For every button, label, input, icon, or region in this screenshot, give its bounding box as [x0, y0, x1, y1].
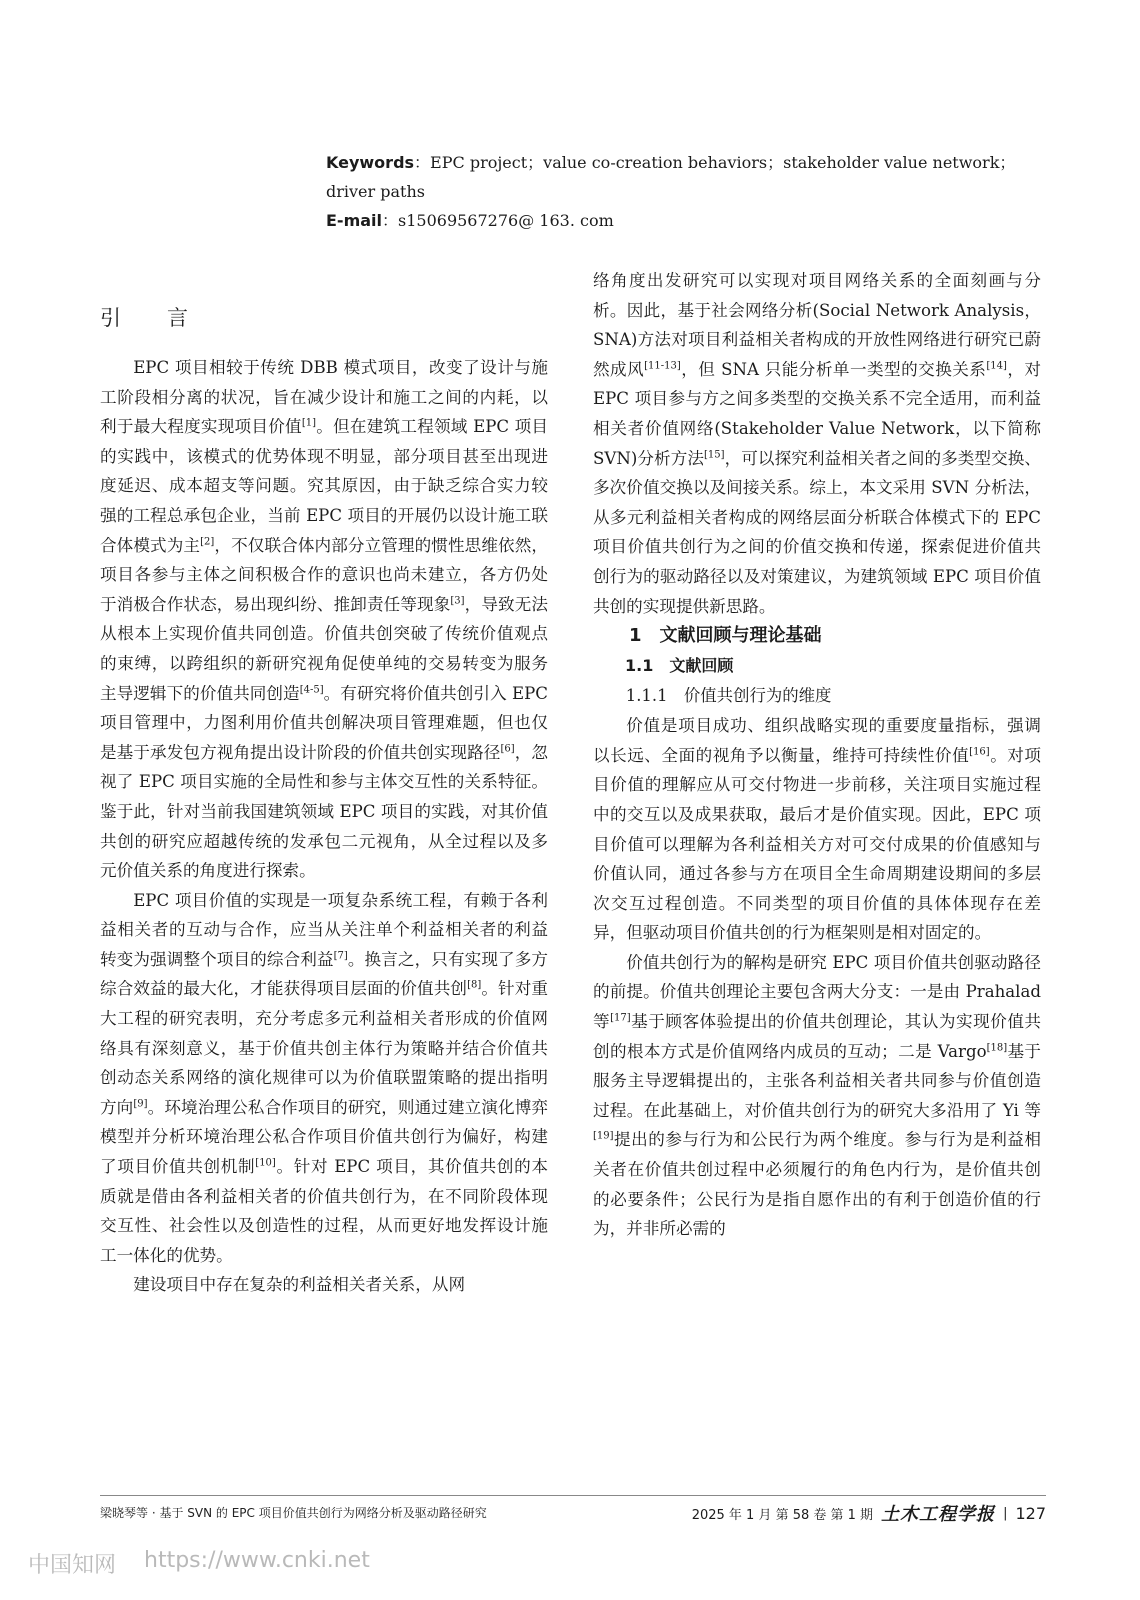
- email-label: E-mail: [326, 211, 383, 230]
- citation: [15]: [704, 449, 725, 461]
- keywords-line: [326, 148, 1046, 206]
- citation: [8]: [467, 979, 482, 991]
- text-run: 。针对 EPC 项目，其价值共创的本质就是借由各利益相关者的价值共创行为，在不同阶段体现交互性、社会性以及创造性的过程，从而更好地发挥设计施工一体化的优势。: [100, 1157, 548, 1265]
- right-column: [593, 266, 1041, 1244]
- citation: [6]: [500, 743, 515, 755]
- footer-right: [692, 1500, 1046, 1526]
- cnki-watermark: [28, 1548, 370, 1579]
- paragraph: [593, 948, 1041, 1244]
- citation: [3]: [450, 595, 465, 607]
- text-run: 基于服务主导逻辑提出的，主张各利益相关者共同参与价值创造过程。在此基础上，对价值共创行为的研究大多沿用了 Yi 等: [593, 1041, 1042, 1120]
- section-heading: 1 文献回顾与理论基础: [629, 625, 822, 647]
- paragraph: 建设项目中存在复杂的利益相关者关系，从网: [133, 1275, 466, 1295]
- text-run: ，对 EPC 项目参与方之间多类型的交换关系不完全适用，而利益相关者价值网络(Stakeholder Value Network，以下简称 SVN)分析方法: [593, 359, 1042, 468]
- keywords-label: Keywords: [326, 153, 415, 172]
- paragraph: [593, 266, 1041, 621]
- text-run: 。针对重大工程的研究表明，充分考虑多元利益相关者形成的价值网络具有深刻意义，基于价值共创主体行为策略并结合价值共创动态关系网络的演化规律可以为价值联盟策略的提出指明方向: [100, 979, 549, 1117]
- footer-divider: [100, 1495, 1046, 1496]
- citation: [9]: [133, 1098, 148, 1110]
- subsection-heading: 1.1 文献回顾: [625, 656, 734, 676]
- subsubsection-heading: 1.1.1 价值共创行为的维度: [625, 686, 832, 706]
- text-run: 络角度出发研究可以实现对项目网络关系的全面刻画与分析。因此，基于社会网络分析(Social Network Analysis，SNA)方法对项目利益相关者构成的开放性网络进行研究已蔚然成风: [593, 271, 1041, 379]
- text-run: 价值共创行为的解构是研究 EPC 项目价值共创驱动路径的前提。价值共创理论主要包含两大分支：一是由 Prahalad 等: [593, 952, 1041, 1032]
- paragraph: [100, 353, 548, 886]
- keywords-block: [326, 148, 1046, 235]
- text-run: ，可以探究利益相关者之间的多类型交换、多次价值交换以及间接关系。综上，本文采用 SVN 分析法，从多元利益相关者构成的网络层面分析联合体模式下的 EPC 项目价值共创行为之间的价值交换和传递，探索促进价值共创行为的驱动路径以及对策建议，为建筑领域 EPC 项目价值共创的实现提供新思路。: [593, 448, 1041, 616]
- text-run: 。换言之，只有实现了多方综合效益的最大化，才能获得项目层面的价值共创: [100, 949, 549, 999]
- page-number: 127: [1015, 1503, 1046, 1523]
- citation: [4-5]: [299, 684, 324, 695]
- citation: [10]: [255, 1157, 276, 1169]
- text-run: 。环境治理公私合作项目的研究，则通过建立演化博弈模型并分析环境治理公私合作项目价值共创行为偏好，构建了项目价值共创机制: [100, 1097, 549, 1177]
- email-text: ：s15069567276@ 163. com: [382, 211, 614, 230]
- running-title: 梁晓琴等 · 基于 SVN 的 EPC 项目价值共创行为网络分析及驱动路径研究: [100, 1506, 487, 1520]
- text-run: 。对项目价值的理解应从可交付物进一步前移，关注项目实施过程中的交互以及成果获取，最后才是价值实现。因此，EPC 项目价值可以理解为各利益相关方对可交付成果的价值感知与价值认同，通过各参与方在项目全生命周期建设期间的多层次交互过程创造。不同类型的项目价值的具体体现存在差异，但驱动项目价值共创的行为框架则是相对固定的。: [593, 745, 1041, 943]
- text-run: 。有研究将价值共创引入 EPC 项目管理中，力图利用价值共创解决项目管理难题，但也仅是基于承发包方视角提出设计阶段的价值共创实现路径: [100, 683, 549, 762]
- citation: [14]: [986, 360, 1007, 372]
- citation: [17]: [610, 1012, 631, 1024]
- text-run: EPC 项目相较于传统 DBB 模式项目，改变了设计与施工阶段相分离的状况，旨在减少设计和施工之间的内耗，以利于最大程度实现项目价值: [100, 358, 548, 437]
- citation: [7]: [333, 950, 348, 962]
- issue-info: 2025 年 1 月 第 58 卷 第 1 期: [691, 1507, 874, 1523]
- keywords-text: ：EPC project；value co-creation behaviors；stakeholder value network；driver paths: [326, 153, 1016, 201]
- intro-heading: 引言: [100, 306, 234, 330]
- citation: [19]: [593, 1130, 614, 1142]
- paragraph: [100, 886, 548, 1271]
- text-run: ，不仅联合体内部分立管理的惯性思维依然，项目各参与主体之间积极合作的意识也尚未建立，各方仍处于消极合作状态，易出现纠纷、推卸责任等现象: [100, 535, 549, 614]
- citation: [18]: [986, 1042, 1008, 1054]
- text-run: ，导致无法从根本上实现价值共同创造。价值共创突破了传统价值观点的束缚，以跨组织的新研究视角促使单纯的交易转变为服务主导逻辑下的价值共同创造: [100, 594, 549, 703]
- citation: [1]: [301, 417, 317, 429]
- citation: [16]: [969, 746, 990, 758]
- text-run: 。但在建筑工程领域 EPC 项目的实践中，该模式的优势体现不明显，部分项目甚至出现进度延迟、成本超支等问题。究其原因，由于缺乏综合实力较强的工程总承包企业，当前 EPC 项目的开展仍以设计施工联合体模式为主: [100, 417, 549, 555]
- citation: [2]: [200, 536, 215, 548]
- watermark-brand: 中国知网: [28, 1553, 117, 1578]
- paragraph: [593, 711, 1041, 948]
- watermark-url: https://www.cnki.net: [144, 1548, 370, 1573]
- text-run: 提出的参与行为和公民行为两个维度。参与行为是利益相关者在价值共创过程中必须履行的角色内行为，是价值共创的必要条件；公民行为是指自愿作出的有利于创造价值的行为，并非所必需的: [593, 1130, 1041, 1239]
- text-run: EPC 项目价值的实现是一项复杂系统工程，有赖于各利益相关者的互动与合作，应当从关注单个利益相关者的利益转变为强调整个项目的综合利益: [100, 890, 548, 969]
- left-column: [100, 353, 548, 1300]
- email-line: [326, 206, 1046, 235]
- text-run: 基于顾客体验提出的价值共创理论，其认为实现价值共创的根本方式是价值网络内成员的互动；二是 Vargo: [593, 1012, 1042, 1061]
- footer-separator: |: [1003, 1505, 1008, 1521]
- text-run: ，忽视了 EPC 项目实施的全局性和参与主体交互性的关系特征。鉴于此，针对当前我国建筑领域 EPC 项目的实践，对其价值共创的研究应超越传统的发承包二元视角，从全过程以及多元价值关系的角度进行探索。: [100, 742, 549, 881]
- journal-logo: 土木工程学报: [881, 1504, 996, 1525]
- text-run: 价值是项目成功、组织战略实现的重要度量指标，强调以长远、全面的视角予以衡量，维持可持续性价值: [593, 716, 1041, 765]
- citation: [11-13]: [644, 360, 681, 372]
- text-run: ，但 SNA 只能分析单一类型的交换关系: [680, 359, 987, 379]
